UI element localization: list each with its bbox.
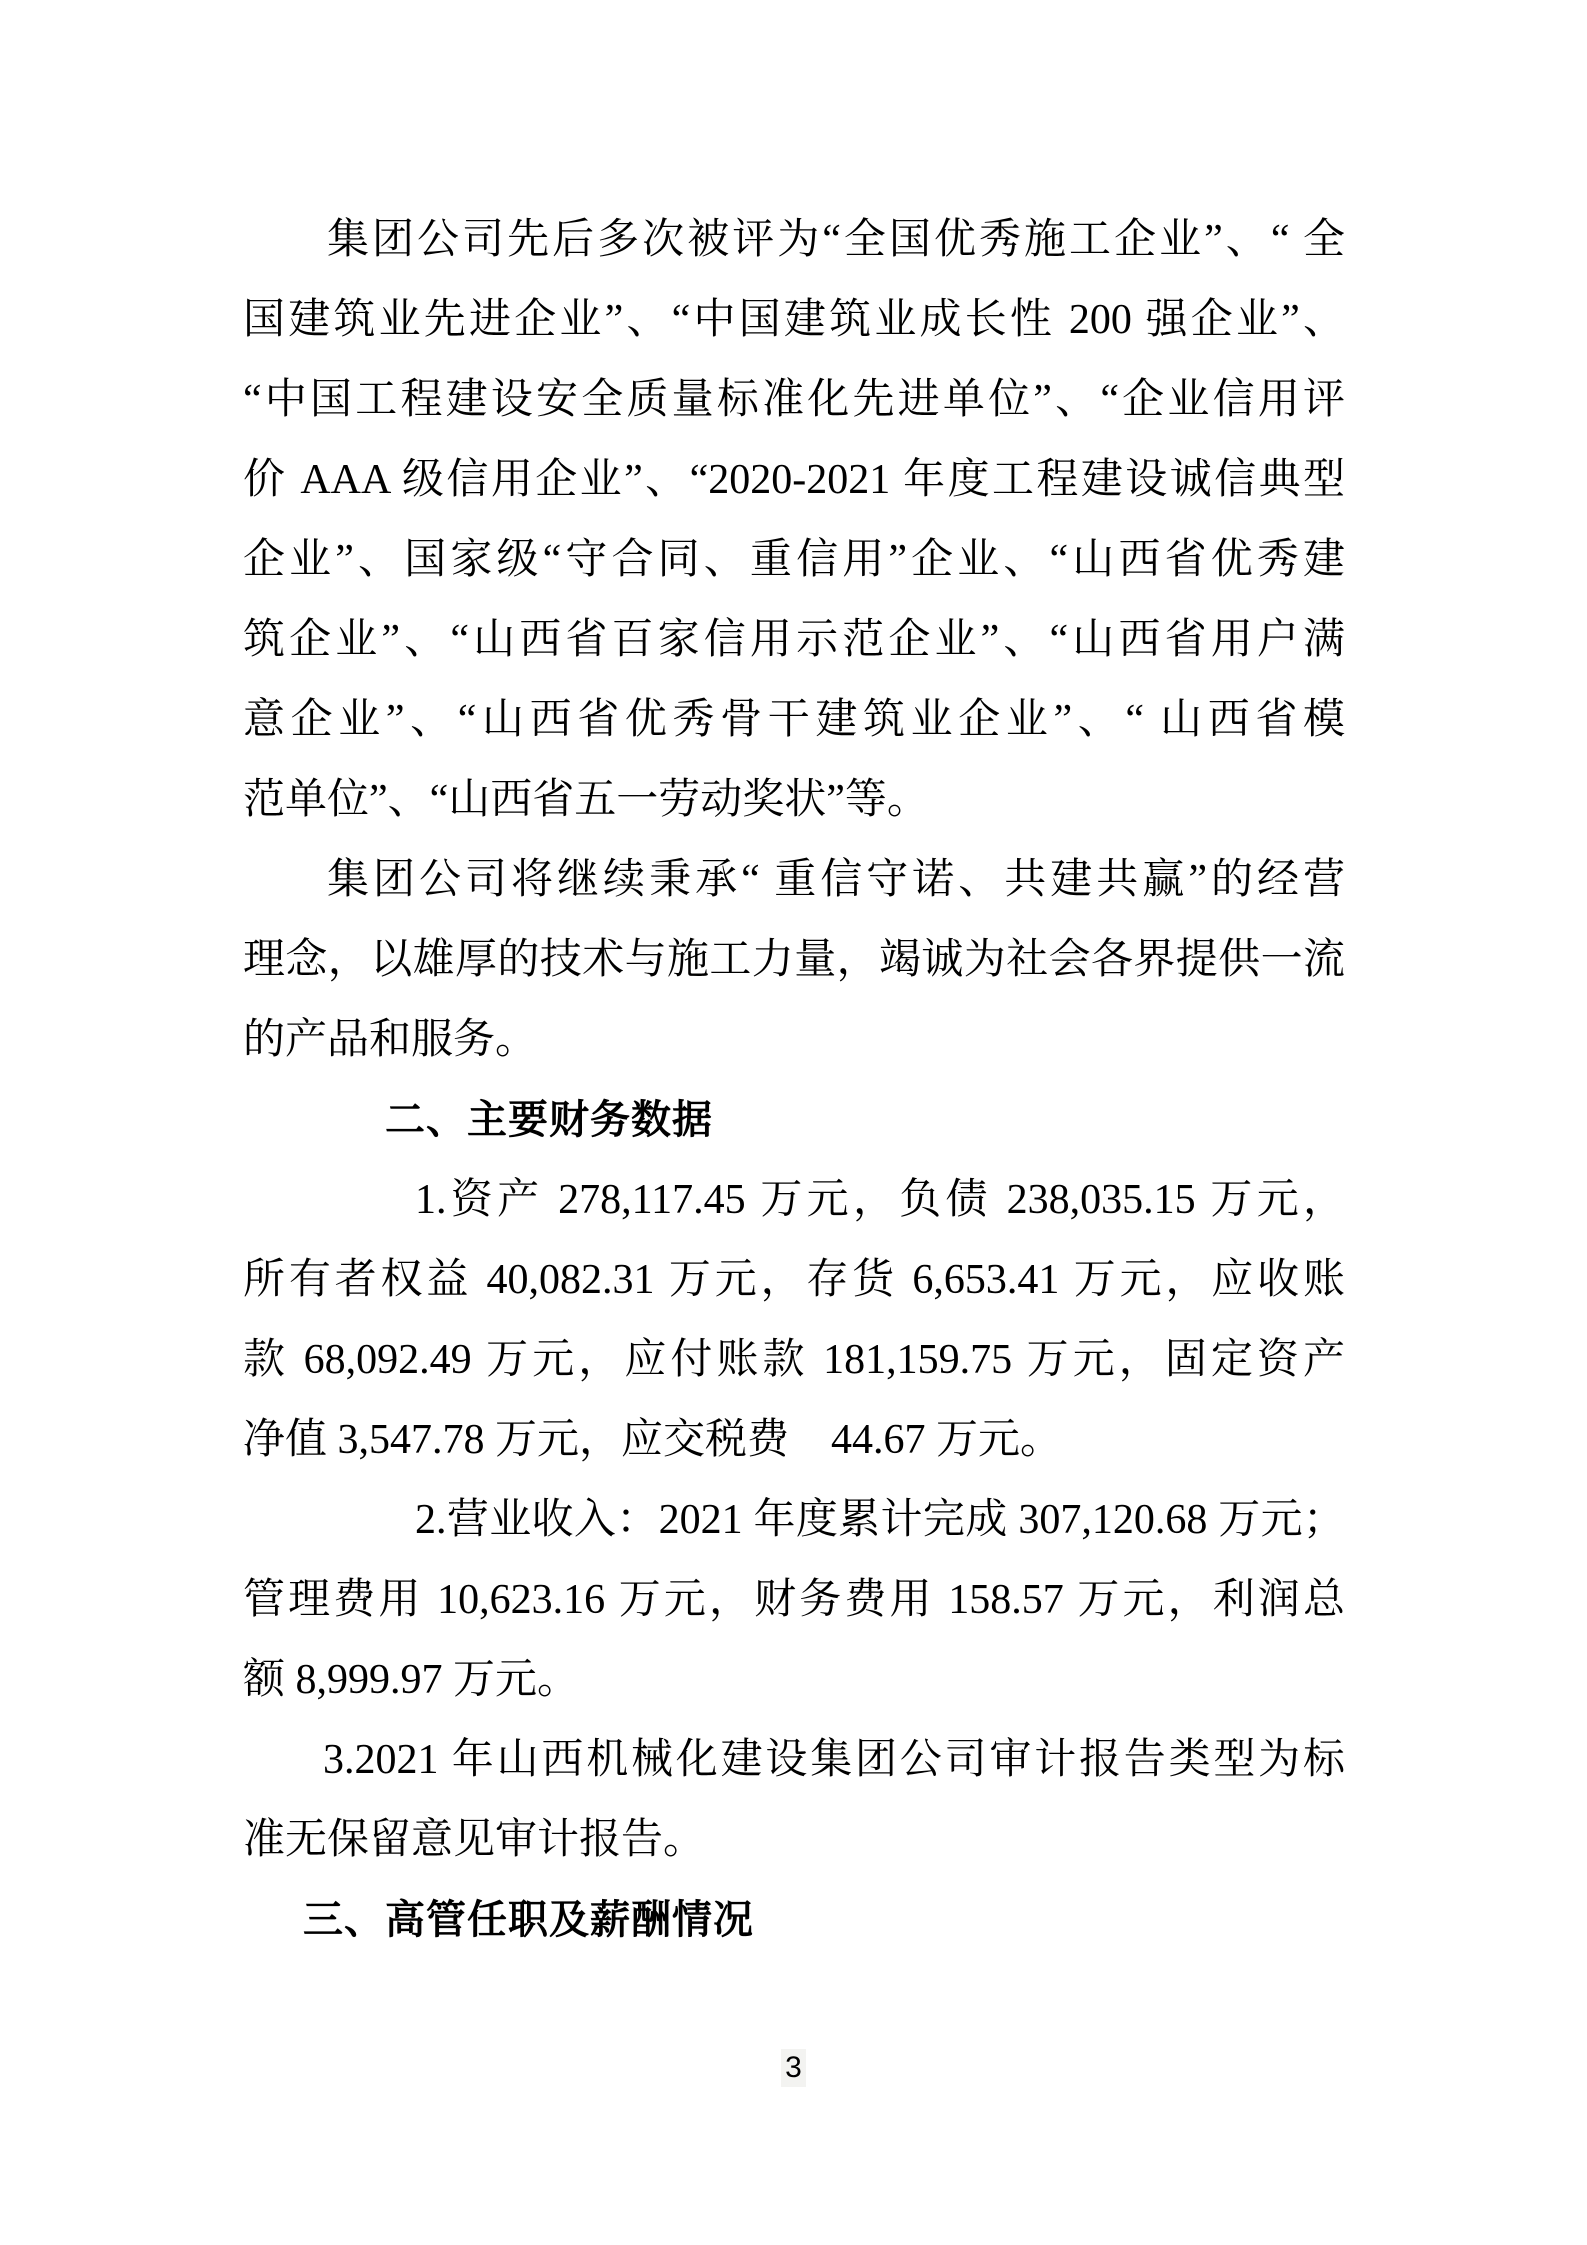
heading-line: 二、主要财务数据: [385, 1098, 713, 1142]
body-line: 理念，以雄厚的技术与施工力量，竭诚为社会各界提供一流: [243, 937, 1345, 983]
body-line: 款 68,092.49 万元，应付账款 181,159.75 万元，固定资产: [243, 1337, 1345, 1383]
body-line: 意企业”、“山西省优秀骨干建筑业企业”、“ 山西省模: [243, 697, 1345, 743]
body-line: 国建筑业先进企业”、“中国建筑业成长性 200 强企业”、: [243, 297, 1345, 343]
body-line: 价 AAA 级信用企业”、“2020-2021 年度工程建设诚信典型: [243, 457, 1345, 503]
body-line: 1.资产 278,117.45 万元，负债 238,035.15 万元，: [415, 1177, 1345, 1223]
page-footer: [0, 2049, 1587, 2093]
body-line: 的产品和服务。: [243, 1017, 538, 1063]
body-line: 额 8,999.97 万元。: [243, 1657, 580, 1703]
body-line: 所有者权益 40,082.31 万元，存货 6,653.41 万元，应收账: [243, 1257, 1345, 1303]
body-line: 净值 3,547.78 万元，应交税费 44.67 万元。: [243, 1417, 1063, 1463]
body-line: 企业”、国家级“守合同、重信用”企业、“山西省优秀建: [243, 537, 1345, 583]
body-line: “中国工程建设安全质量标准化先进单位”、“企业信用评: [243, 377, 1345, 423]
body-line: 2.营业收入：2021 年度累计完成 307,120.68 万元；: [415, 1497, 1345, 1543]
text-block: [243, 200, 1345, 1960]
body-line: 范单位”、“山西省五一劳动奖状”等。: [243, 777, 929, 823]
heading-line: 三、高管任职及薪酬情况: [303, 1898, 754, 1942]
body-line: 集团公司先后多次被评为“全国优秀施工企业”、“ 全: [327, 217, 1345, 263]
body-line: 3.2021 年山西机械化建设集团公司审计报告类型为标: [323, 1737, 1345, 1783]
body-line: 管理费用 10,623.16 万元，财务费用 158.57 万元，利润总: [243, 1577, 1345, 1623]
body-line: 集团公司将继续秉承“ 重信守诺、共建共赢”的经营: [327, 857, 1345, 903]
body-line: 筑企业”、“山西省百家信用示范企业”、“山西省用户满: [243, 617, 1345, 663]
page-number: 3: [781, 2049, 806, 2087]
body-line: 准无保留意见审计报告。: [243, 1817, 706, 1863]
